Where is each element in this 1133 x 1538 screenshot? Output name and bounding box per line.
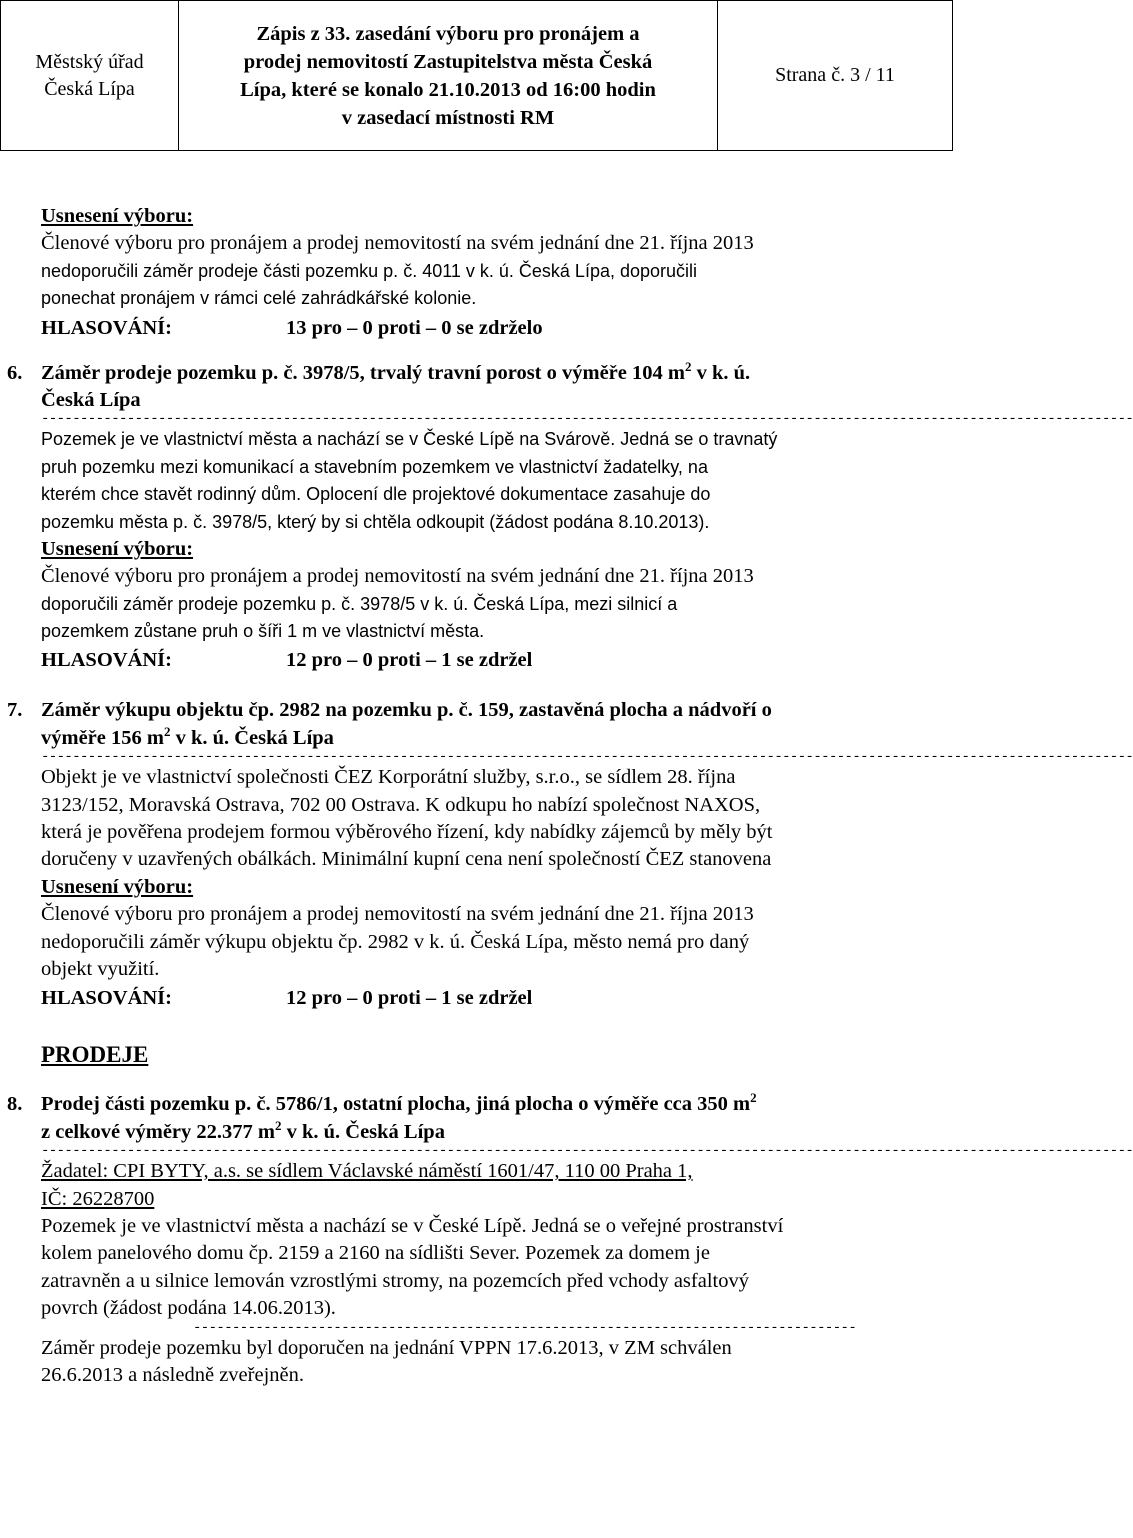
superscript: 2 bbox=[750, 1090, 757, 1106]
item-title-line-2 bbox=[41, 725, 953, 752]
vote-result: 13 pro – 0 proti – 0 se zdrželo bbox=[286, 316, 543, 339]
text-line: Objekt je ve vlastnictví společnosti ČEZ Korporátní služby, s.r.o., se sídlem 28. října bbox=[41, 766, 736, 789]
text-line: Záměr prodeje pozemku byl doporučen na jednání VPPN 17.6.2013, v ZM schválen bbox=[41, 1336, 732, 1359]
title-line: Zápis z 33. zasedání výboru pro pronájem a bbox=[256, 22, 640, 45]
vote-row bbox=[41, 313, 953, 343]
page-number: Strana č. 3 / 11 bbox=[775, 64, 895, 86]
vote-label: HLASOVÁNÍ: bbox=[41, 316, 172, 339]
text-line: doporučili záměr prodeje pozemku p. č. 3978/5 v k. ú. Česká Lípa, mezi silnicí a bbox=[41, 593, 678, 614]
office-name bbox=[1, 1, 179, 150]
item-title-text: výměře 156 m bbox=[41, 726, 164, 749]
separator: ------------------------------------------------------------------------------------- bbox=[193, 1319, 857, 1336]
text-line: Pozemek je ve vlastnictví města a nachází se v České Lípě. Jedná se o veřejné prostranství bbox=[41, 1214, 784, 1237]
item-title bbox=[7, 358, 953, 387]
document-header bbox=[0, 0, 953, 151]
vote-row bbox=[41, 983, 953, 1013]
resolution-label: Usnesení výboru: bbox=[41, 875, 194, 898]
text-line: ponechat pronájem v rámci celé zahrádkářské kolonie. bbox=[41, 288, 477, 309]
title-line: v zasedací místnosti RM bbox=[341, 106, 555, 129]
superscript: 2 bbox=[274, 1117, 282, 1133]
applicant-line: Žadatel: CPI BYTY, a.s. se sídlem Václavské náměstí 1601/47, 110 00 Praha 1, bbox=[41, 1160, 693, 1183]
text-line: kolem panelového domu čp. 2159 a 2160 na sídlišti Sever. Pozemek za domem je bbox=[41, 1242, 710, 1265]
text-line: povrch (žádost podána 14.06.2013). bbox=[41, 1297, 336, 1320]
text-line: nedoporučili záměr výkupu objektu čp. 2982 v k. ú. Česká Lípa, město nemá pro daný bbox=[41, 930, 750, 953]
resolution-label: Usnesení výboru: bbox=[41, 205, 194, 227]
item-title-text: v k. ú. Česká Lípa bbox=[170, 726, 334, 749]
item-6 bbox=[7, 358, 1133, 676]
item-number: 8. bbox=[7, 1093, 23, 1116]
text-line: objekt využití. bbox=[41, 957, 160, 980]
item-title bbox=[7, 697, 953, 724]
resolution-label: Usnesení výboru: bbox=[41, 537, 194, 560]
vote-row bbox=[41, 645, 953, 675]
item-number: 6. bbox=[7, 361, 23, 384]
text-line: 3123/152, Moravská Ostrava, 702 00 Ostrava. K odkupu ho nabízí společnost NAXOS, bbox=[41, 793, 761, 816]
text-line: nedoporučili záměr prodeje části pozemku p. č. 4011 v k. ú. Česká Lípa, doporučili bbox=[41, 260, 698, 281]
separator: -------------------------------------------------------------------------------------------------------------------------------------------- bbox=[41, 1143, 1133, 1160]
title-line: prodej nemovitostí Zastupitelstva města Česká bbox=[243, 50, 653, 73]
superscript: 2 bbox=[684, 358, 692, 374]
title-line: Lípa, které se konalo 21.10.2013 od 16:00 hodin bbox=[240, 78, 656, 101]
document-title bbox=[179, 1, 718, 150]
item-title-text: v k. ú. bbox=[691, 361, 751, 384]
office-line-1: Městský úřad bbox=[35, 50, 144, 73]
office-line-2: Česká Lípa bbox=[44, 77, 135, 100]
item-title-line-2 bbox=[41, 1119, 953, 1146]
text-line: 26.6.2013 a následně zveřejněn. bbox=[41, 1363, 304, 1386]
text-line: kterém chce stavět rodinný dům. Oplocení dle projektové dokumentace zasahuje do bbox=[41, 484, 711, 505]
text-line: pruh pozemku mezi komunikací a stavebním pozemkem ve vlastnictví žadatelky, na bbox=[41, 456, 708, 477]
resolution-block-1 bbox=[41, 203, 953, 343]
vote-result: 12 pro – 0 proti – 1 se zdržel bbox=[286, 987, 533, 1010]
text-line: která je pověřena prodejem formou výběrového řízení, kdy nabídky zájemců by měly být bbox=[41, 821, 773, 844]
text-line: zatravněn a u silnice lemován vzrostlými stromy, na pozemcích před vchody asfaltový bbox=[41, 1269, 749, 1292]
document-body bbox=[7, 203, 1133, 1389]
item-title-text: Záměr výkupu objektu čp. 2982 na pozemku p. č. 159, zastavěná plocha a nádvoří o bbox=[41, 699, 772, 722]
applicant-line: IČ: 26228700 bbox=[41, 1187, 155, 1210]
item-7 bbox=[7, 697, 1133, 1013]
text-line: Pozemek je ve vlastnictví města a nachází se v České Lípě na Svárově. Jedná se o travnatý bbox=[41, 429, 778, 450]
item-title-text: Prodej části pozemku p. č. 5786/1, ostatní plocha, jiná plocha o výměře cca 350 m bbox=[41, 1093, 751, 1116]
vote-result: 12 pro – 0 proti – 1 se zdržel bbox=[286, 649, 533, 672]
text-line: Členové výboru pro pronájem a prodej nemovitostí na svém jednání dne 21. října 2013 bbox=[41, 903, 754, 926]
separator: -------------------------------------------------------------------------------------------------------------------------------------------- bbox=[41, 749, 1133, 766]
item-title-text: z celkové výměry 22.377 m bbox=[41, 1120, 275, 1143]
vote-label: HLASOVÁNÍ: bbox=[41, 649, 172, 672]
separator: -------------------------------------------------------------------------------------------------------------------------------------------- bbox=[41, 411, 1133, 428]
vote-label: HLASOVÁNÍ: bbox=[41, 987, 172, 1010]
item-title-text: v k. ú. Česká Lípa bbox=[281, 1120, 445, 1143]
item-title-text: Záměr prodeje pozemku p. č. 3978/5, trvalý travní porost o výměře 104 m bbox=[41, 361, 685, 384]
text-line: Členové výboru pro pronájem a prodej nemovitostí na svém jednání dne 21. října 2013 bbox=[41, 565, 754, 588]
superscript: 2 bbox=[163, 724, 171, 740]
section-heading: PRODEJE bbox=[41, 1042, 149, 1068]
item-title-line-2: Česká Lípa bbox=[41, 388, 141, 411]
text-line: pozemku města p. č. 3978/5, který by si chtěla odkoupit (žádost podána 8.10.2013). bbox=[41, 511, 710, 532]
text-line: Členové výboru pro pronájem a prodej nemovitostí na svém jednání dne 21. října 2013 bbox=[41, 232, 754, 255]
text-line: pozemkem zůstane pruh o šíři 1 m ve vlastnictví města. bbox=[41, 621, 485, 642]
text-line: doručeny v uzavřených obálkách. Minimální kupní cena není společností ČEZ stanovena bbox=[41, 848, 772, 871]
item-number: 7. bbox=[7, 699, 23, 722]
item-8 bbox=[7, 1090, 1133, 1389]
item-title bbox=[7, 1090, 953, 1118]
